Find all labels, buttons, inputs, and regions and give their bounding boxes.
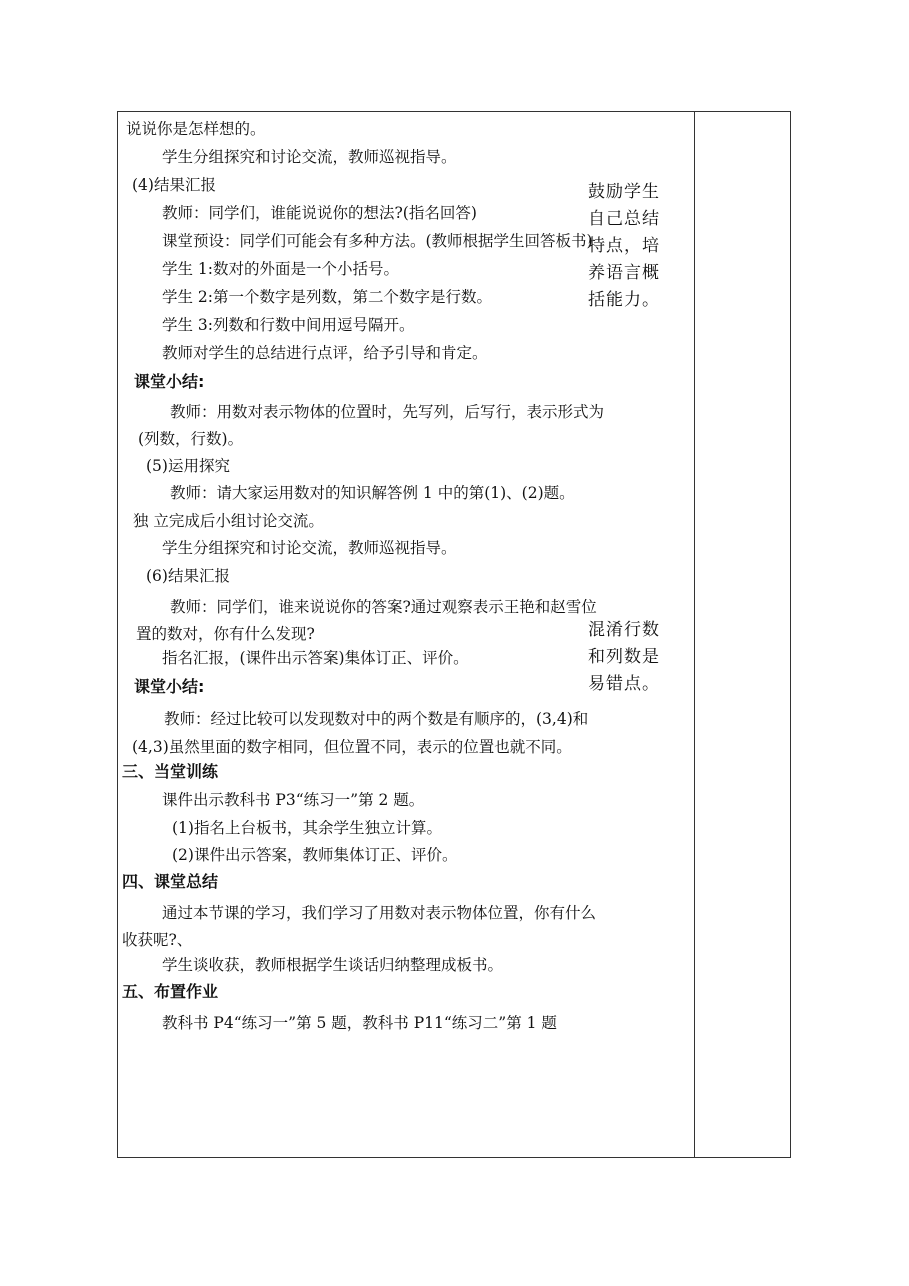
side-note-line: 括能力。 <box>588 290 660 310</box>
side-note-line: 特点，培 <box>588 236 660 256</box>
text-line: 学生分组探究和讨论交流，教师巡视指导。 <box>162 148 457 166</box>
text-line: 教科书 P4“练习一”第 5 题，教科书 P11“练习二”第 1 题 <box>162 1014 557 1032</box>
text-line: 学生 3:列数和行数中间用逗号隔开。 <box>162 316 415 334</box>
side-note-line: 鼓励学生 <box>588 182 660 202</box>
text-line: 收获呢?、 <box>122 931 193 949</box>
side-note-line: 和列数是 <box>588 647 660 667</box>
text-line: 置的数对，你有什么发现? <box>136 625 315 643</box>
text-line: (列数，行数)。 <box>138 430 244 448</box>
section-heading: 四、课堂总结 <box>122 872 219 891</box>
text-line: (6)结果汇报 <box>146 567 230 585</box>
text-line: 学生分组探究和讨论交流，教师巡视指导。 <box>162 539 457 557</box>
text-line: 说说你是怎样想的。 <box>126 120 266 138</box>
text-line: 课件出示教科书 P3“练习一”第 2 题。 <box>162 791 425 809</box>
column-divider <box>694 112 695 1157</box>
text-line: 教师：请大家运用数对的知识解答例 1 中的第(1)、(2)题。 <box>170 484 575 502</box>
text-line: (5)运用探究 <box>146 457 230 475</box>
side-note-line: 混淆行数 <box>588 620 660 640</box>
section-heading: 三、当堂训练 <box>122 762 219 781</box>
text-line: (1)指名上台板书，其余学生独立计算。 <box>172 819 442 837</box>
text-line: 学生 1:数对的外面是一个小括号。 <box>162 260 400 278</box>
text-line: 通过本节课的学习，我们学习了用数对表示物体位置，你有什么 <box>162 904 597 922</box>
text-line: 学生谈收获，教师根据学生谈话归纳整理成板书。 <box>162 956 504 974</box>
text-line: 教师：经过比较可以发现数对中的两个数是有顺序的，(3,4)和 <box>164 710 589 728</box>
text-line: (2)课件出示答案，教师集体订正、评价。 <box>172 846 458 864</box>
text-line: 独 立完成后小组讨论交流。 <box>133 512 324 530</box>
text-line: (4,3)虽然里面的数字相同，但位置不同，表示的位置也就不同。 <box>132 738 572 756</box>
side-note-line: 养语言概 <box>588 263 660 283</box>
text-line: 教师对学生的总结进行点评，给予引导和肯定。 <box>162 344 488 362</box>
text-line: (4)结果汇报 <box>132 176 216 194</box>
text-line: 教师：同学们，谁能说说你的想法?(指名回答) <box>162 204 477 222</box>
side-note-line: 自己总结 <box>588 209 660 229</box>
text-line: 课堂预设：同学们可能会有多种方法。(教师根据学生回答板书) <box>162 232 593 250</box>
section-heading: 课堂小结: <box>134 677 205 696</box>
text-line: 学生 2:第一个数字是列数，第二个数字是行数。 <box>162 288 493 306</box>
text-line: 指名汇报，(课件出示答案)集体订正、评价。 <box>162 649 469 667</box>
text-line: 教师：用数对表示物体的位置时，先写列，后写行，表示形式为 <box>170 403 605 421</box>
section-heading: 五、布置作业 <box>122 982 219 1001</box>
section-heading: 课堂小结: <box>134 372 205 391</box>
text-line: 教师：同学们，谁来说说你的答案?通过观察表示王艳和赵雪位 <box>170 598 597 616</box>
side-note-line: 易错点。 <box>588 674 660 694</box>
